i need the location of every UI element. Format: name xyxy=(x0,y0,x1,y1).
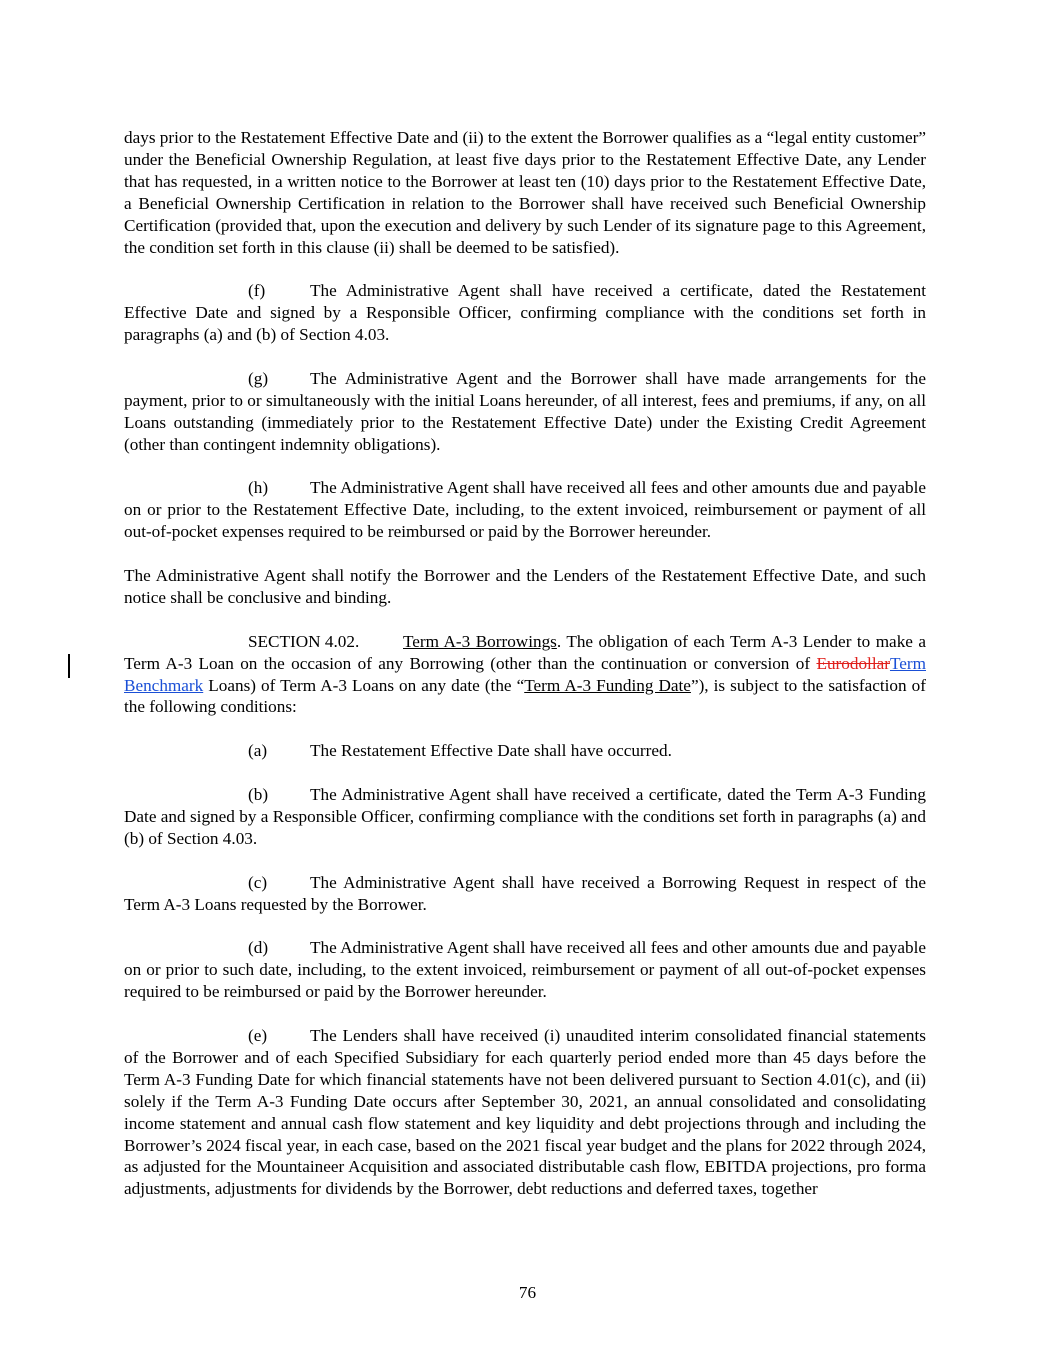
document-body xyxy=(124,127,926,1222)
condition-a xyxy=(124,740,926,762)
section-number: SECTION 4.02. xyxy=(248,631,360,651)
paragraph-text: days prior to the Restatement Effective Date and (ii) to the extent the Borrower qualifies as a “legal entity customer” under the Beneficial Ownership Regulation, at least five days prior to the Restatement Effective Date, any Lender that has requested, in a written notice to the Borrower at least ten (10) days prior to the Restatement Effective Date, a Beneficial Ownership Certification in relation to the Borrower shall have received such Beneficial Ownership Certification (provided that, upon the execution and delivery by such Lender of its signature page to this Agreement, the condition set forth in this clause (ii) shall be deemed to be satisfied). xyxy=(124,128,926,257)
clause-text: The Administrative Agent shall have received a certificate, dated the Term A-3 Funding Date and signed by a Responsible Officer, confirming compliance with the conditions set forth in paragraphs (a) and (b) of Section 4.03. xyxy=(124,785,926,848)
deleted-text: Eurodollar xyxy=(816,653,890,673)
clause-text: The Lenders shall have received (i) unaudited interim consolidated financial statements of the Borrower and of each Specified Subsidiary for each quarterly period ended more than 45 days before the Term A-3 Funding Date for which financial statements have not been delivered pursuant to Section 4.01(c), and (ii) solely if the Term A-3 Funding Date occurs after September 30, 2021, an annual consolidated and consolidating income statement and annual cash flow statement and key liquidity and debt projections through and including the Borrower’s 2024 fiscal year, in each case, based on the 2021 fiscal year budget and the plans for 2022 through 2024, as adjusted for the Mountaineer Acquisition and associated distributable cash flow, EBITDA projections, pro forma adjustments, adjustments for dividends by the Borrower, debt reductions and deferred taxes, together xyxy=(124,1026,926,1199)
condition-h xyxy=(124,477,926,543)
clause-label: (f) xyxy=(248,281,266,301)
condition-f xyxy=(124,280,926,346)
clause-text: The Administrative Agent shall have received all fees and other amounts due and payable on or prior to such date, including, to the extent invoiced, reimbursement or payment of all out-of-pocket expenses required to be reimbursed or paid by the Borrower hereunder. xyxy=(124,938,926,1002)
clause-label: (g) xyxy=(248,368,269,388)
continued-paragraph xyxy=(124,127,926,258)
clause-text: The Administrative Agent shall have received a certificate, dated the Restatement Effective Date and signed by a Responsible Officer, confirming compliance with the conditions set forth in paragraphs (a) and (b) of Section 4.03. xyxy=(124,281,926,345)
clause-label: (b) xyxy=(248,785,269,805)
condition-e xyxy=(124,1025,926,1200)
section-heading-suffix: . xyxy=(556,631,562,651)
condition-c xyxy=(124,872,926,916)
clause-text: The Administrative Agent and the Borrower shall have made arrangements for the payment, prior to or simultaneously with the initial Loans hereunder, of all interest, fees and premiums, if any, on all Loans outstanding (immediately prior to the Restatement Effective Date) under the Existing Credit Agreement (other than contingent indemnity obligations). xyxy=(124,368,926,454)
revision-change-bar xyxy=(68,654,70,678)
section-text: The obligation of each Term A-3 Lender to make a Term A-3 Loan on the occasion of any Borrowing (other than the continuation or conversion of xyxy=(124,631,926,673)
clause-label: (d) xyxy=(248,938,269,958)
notice-paragraph xyxy=(124,565,926,609)
clause-label: (h) xyxy=(248,478,269,498)
paragraph-text: The Administrative Agent shall notify the Borrower and the Lenders of the Restatement Effective Date, and such notice shall be conclusive and binding. xyxy=(124,566,926,607)
clause-label: (a) xyxy=(248,741,268,761)
clause-label: (e) xyxy=(248,1026,268,1045)
page-number: 76 xyxy=(518,1283,537,1302)
clause-label: (c) xyxy=(248,872,268,892)
defined-term: Term A-3 Funding Date xyxy=(524,675,691,695)
condition-d xyxy=(124,937,926,1003)
section-4-02 xyxy=(124,631,926,719)
clause-text: The Restatement Effective Date shall have occurred. xyxy=(310,741,672,761)
condition-b xyxy=(124,784,926,850)
section-text: ”), is subject to the satisfaction of the following conditions: xyxy=(124,675,926,717)
section-text: Loans) of Term A-3 Loans on any date (the “ xyxy=(203,675,525,695)
clause-text: The Administrative Agent shall have received all fees and other amounts due and payable on or prior to the Restatement Effective Date, including, to the extent invoiced, reimbursement or payment of all out-of-pocket expenses required to be reimbursed or paid by the Borrower hereunder. xyxy=(124,478,926,542)
inserted-text: Term Benchmark xyxy=(124,653,926,695)
condition-g xyxy=(124,368,926,456)
section-heading: Term A-3 Borrowings xyxy=(403,631,557,651)
clause-text: The Administrative Agent shall have received a Borrowing Request in respect of the Term A-3 Loans requested by the Borrower. xyxy=(124,872,926,914)
